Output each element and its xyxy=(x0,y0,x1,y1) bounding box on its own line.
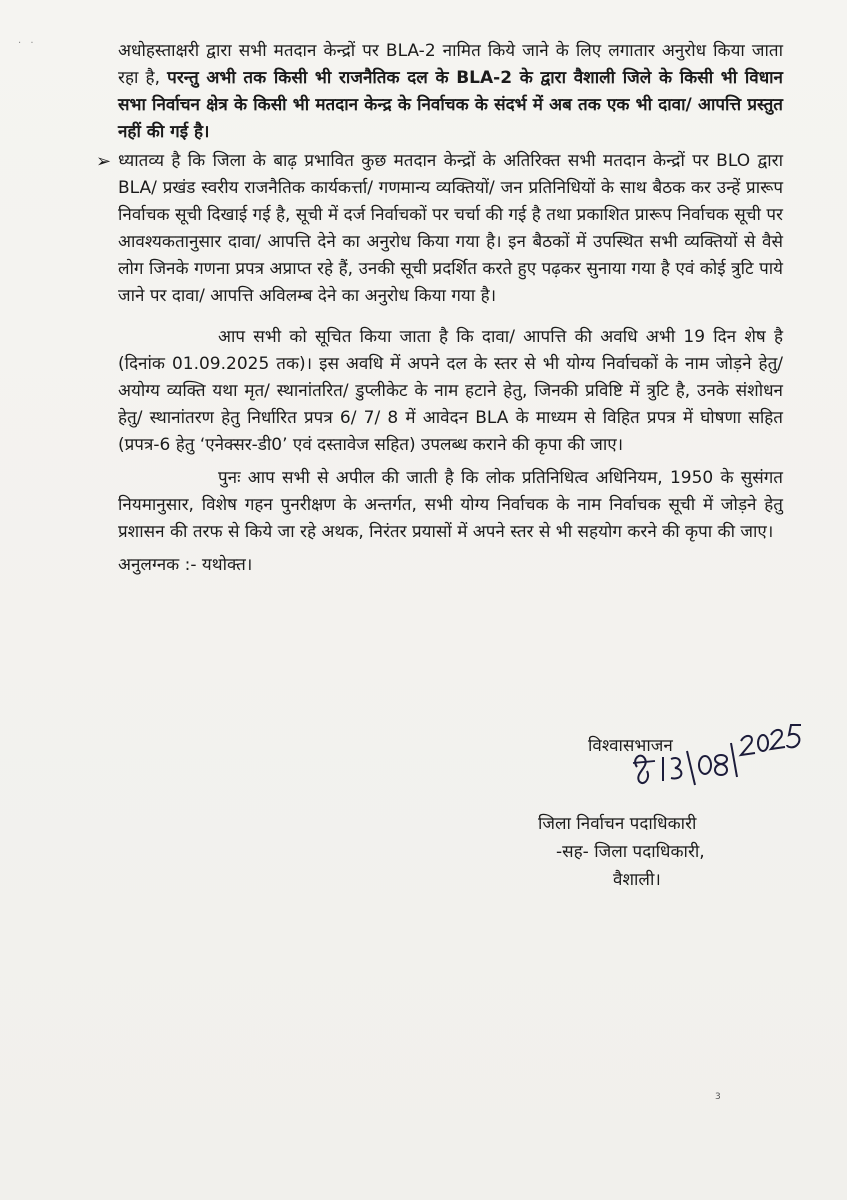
attachment-line: अनुलग्नक :- यथोक्त। xyxy=(118,555,253,575)
paragraph-bla2-bold: परन्तु अभी तक किसी भी राजनैतिक दल के BLA-2 के द्वारा वैशाली जिले के किसी भी विधान सभा निर्वाचन क्षेत्र के किसी भी मतदान केन्द्र के निर्वाचक के संदर्भ में अब तक एक भी दावा/ आपत्ति प्रस्तुत नहीं की गई है। xyxy=(118,68,783,142)
paragraph-bla2-normal: अधोहस्ताक्षरी द्वारा सभी मतदान केन्द्रों पर BLA-2 नामित किये जाने के लिए लगातार अनुरोध किया जाता रहा है, xyxy=(118,41,783,88)
letter-body xyxy=(96,38,783,579)
paragraph-claim-period: आप सभी को सूचित किया जाता है कि दावा/ आपत्ति की अवधि अभी 19 दिन शेष है (दिनांक 01.09.2025 तक)। इस अवधि में अपने दल के स्तर से भी योग्य निर्वाचकों के नाम जोड़ने हेतु/ अयोग्य व्यक्ति यथा मृत/ स्थानांतरित/ डुप्लीकेट के नाम हटाने हेतु, जिनकी प्रविष्टि में त्रुटि है, उनके संशोधन हेतु/ स्थानांतरण हेतु निर्धारित प्रपत्र 6/ 7/ 8 में आवेदन BLA के माध्यम से विहित प्रपत्र में घोषणा सहित (प्रपत्र-6 हेतु ‘एनेक्सर-डी0’ एवं दस्तावेज सहित) उपलब्ध कराने की कृपा की जाए। xyxy=(118,327,783,455)
designation-line-3: वैशाली। xyxy=(613,870,661,890)
designation-line-2: -सह- जिला पदाधिकारी, xyxy=(556,842,705,862)
paragraph-blo-meetings: ध्यातव्य है कि जिला के बाढ़ प्रभावित कुछ मतदान केन्द्रों के अतिरिक्त सभी मतदान केन्द्रों पर BLO द्वारा BLA/ प्रखंड स्वरीय राजनैतिक कार्यकर्त्ता/ गणमान्य व्यक्तियों/ जन प्रतिनिधियों के साथ बैठक कर उन्हें प्रारूप निर्वाचक सूची दिखाई गई है, सूची में दर्ज निर्वाचकों पर चर्चा की गई है तथा प्रकाशित प्रारूप निर्वाचक सूची पर आवश्यकतानुसार दावा/ आपत्ति देने का अनुरोध किया गया है। इन बैठकों में उपस्थित सभी व्यक्तियों से वैसे लोग जिनके गणना प्रपत्र अप्राप्त रहे हैं, उनकी सूची प्रदर्शित करते हुए पढ़कर सुनाया गया है एवं कोई त्रुटि पाये जाने पर दावा/ आपत्ति अविलम्ब देने का अनुरोध किया गया है। xyxy=(118,151,783,306)
handwritten-signature-date xyxy=(625,715,805,790)
paragraph-appeal: पुनः आप सभी से अपील की जाती है कि लोक प्रतिनिधित्व अधिनियम, 1950 के सुसंगत नियमानुसार, विशेष गहन पुनरीक्षण के अन्तर्गत, सभी योग्य निर्वाचक के नाम निर्वाचक सूची में जोड़ने हेतु प्रशासन की तरफ से किये जा रहे अथक, निरंतर प्रयासों में अपने स्तर से भी सहयोग करने की कृपा की जाए। xyxy=(118,468,783,542)
closing-salutation: विश्वासभाजन xyxy=(588,736,673,756)
page-number: 3 xyxy=(715,1092,721,1102)
bullet-item xyxy=(96,148,783,310)
paragraph-bla2-request xyxy=(118,38,783,146)
arrow-bullet-icon: ➢ xyxy=(96,151,112,172)
scan-artifact: · · xyxy=(18,38,37,49)
designation-line-1: जिला निर्वाचन पदाधिकारी xyxy=(538,814,697,834)
